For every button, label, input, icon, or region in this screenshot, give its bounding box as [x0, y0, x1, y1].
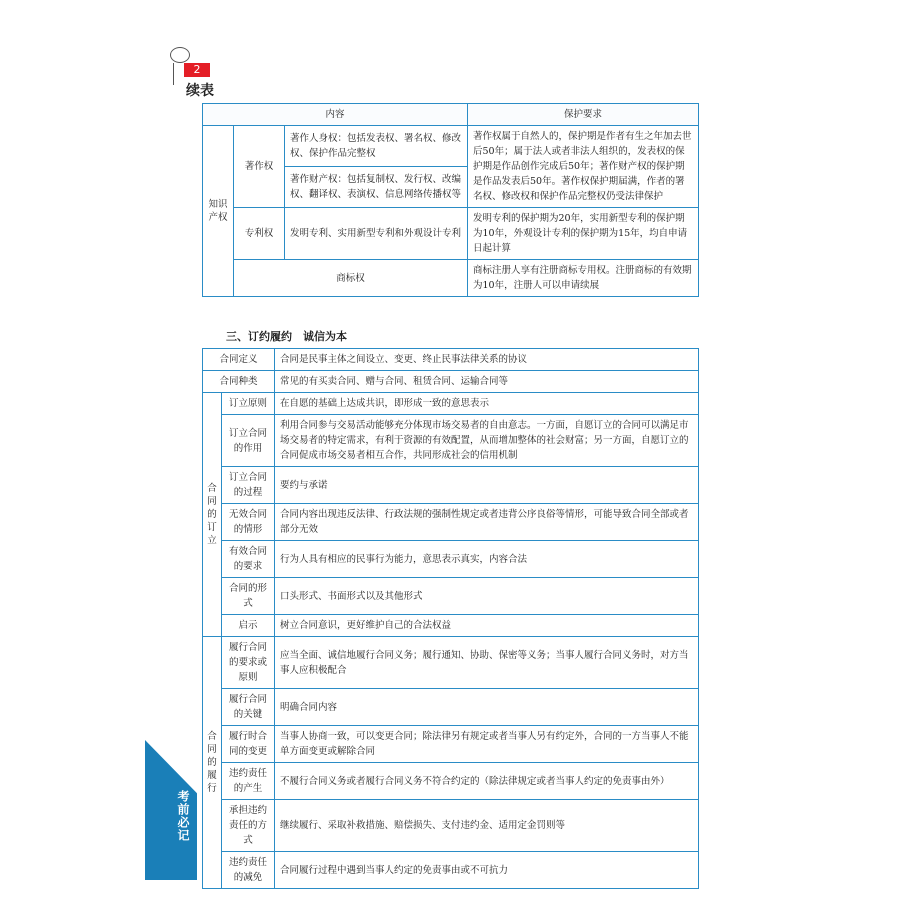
performance-row-value: 合同履行过程中遇到当事人约定的免责事由或不可抗力 [275, 852, 699, 889]
formation-row-value: 要约与承诺 [275, 467, 699, 504]
performance-row-value: 应当全面、诚信地履行合同义务；履行通知、协助、保密等义务；当事人履行合同义务时，对方当事人应积极配合 [275, 637, 699, 689]
definition-label: 合同定义 [203, 349, 275, 371]
performance-row-value: 不履行合同义务或者履行合同义务不符合约定的（除法律规定或者当事人约定的免责事由外） [275, 763, 699, 800]
formation-row-label: 无效合同的情形 [222, 504, 275, 541]
formation-row-value: 行为人具有相应的民事行为能力，意思表示真实，内容合法 [275, 541, 699, 578]
formation-row-label: 订立合同的作用 [222, 415, 275, 467]
formation-row-label: 启示 [222, 615, 275, 637]
patent-content: 发明专利、实用新型专利和外观设计专利 [285, 208, 468, 260]
formation-row-label: 有效合同的要求 [222, 541, 275, 578]
trademark-protection: 商标注册人享有注册商标专用权。注册商标的有效期为10年，注册人可以申请续展 [468, 260, 699, 297]
performance-row-label: 履行合同的关键 [222, 689, 275, 726]
formation-row-value: 口头形式、书面形式以及其他形式 [275, 578, 699, 615]
copyright-protection: 著作权属于自然人的，保护期是作者有生之年加去世后50年；属于法人或者非法人组织的，发表权的保护期是作品创作完成后50年；著作财产权的保护期是作品发表后50年。著作权保护期届满，作者的署名权、修改权和保护作品完整权仍受法律保护 [468, 126, 699, 208]
performance-row-label: 承担违约责任的方式 [222, 800, 275, 852]
flag-pole-icon [173, 63, 180, 85]
ip-header-protection: 保护要求 [468, 104, 699, 126]
formation-row-value: 树立合同意识，更好维护自己的合法权益 [275, 615, 699, 637]
page-number: 2 [184, 63, 210, 77]
formation-row-label: 订立合同的过程 [222, 467, 275, 504]
patent-label: 专利权 [234, 208, 285, 260]
logo-icon [170, 47, 190, 63]
performance-row-label: 履行合同的要求或原则 [222, 637, 275, 689]
copyright-property: 著作财产权：包括复制权、发行权、改编权、翻译权、表演权、信息网络传播权等 [285, 167, 468, 208]
copyright-personal: 著作人身权：包括发表权、署名权、修改权、保护作品完整权 [285, 126, 468, 167]
performance-row-label: 履行时合同的变更 [222, 726, 275, 763]
definition-value: 合同是民事主体之间设立、变更、终止民事法律关系的协议 [275, 349, 699, 371]
performance-row-value: 明确合同内容 [275, 689, 699, 726]
ip-table [202, 103, 699, 297]
ip-header-content: 内容 [203, 104, 468, 126]
copyright-label: 著作权 [234, 126, 285, 208]
types-label: 合同种类 [203, 371, 275, 393]
side-tab-label: 考前必记 [176, 790, 190, 842]
ip-group-label: 知识产权 [203, 126, 234, 297]
types-value: 常见的有买卖合同、赠与合同、租赁合同、运输合同等 [275, 371, 699, 393]
performance-row-label: 违约责任的产生 [222, 763, 275, 800]
formation-row-label: 合同的形式 [222, 578, 275, 615]
formation-row-value: 利用合同参与交易活动能够充分体现市场交易者的自由意志。一方面，自愿订立的合同可以满足市场交易者的特定需求，有利于资源的有效配置，从而增加整体的社会财富；另一方面，自愿订立的合同促成市场交易者相互合作，共同形成社会的信用机制 [275, 415, 699, 467]
performance-group-label: 合同的履行 [203, 637, 222, 889]
formation-group-label: 合同的订立 [203, 393, 222, 637]
formation-row-value: 合同内容出现违反法律、行政法规的强制性规定或者违背公序良俗等情形，可能导致合同全部或者部分无效 [275, 504, 699, 541]
continued-label: 续表 [186, 83, 214, 99]
patent-protection: 发明专利的保护期为20年，实用新型专利的保护期为10年，外观设计专利的保护期为15年，均自申请日起计算 [468, 208, 699, 260]
formation-row-label: 订立原则 [222, 393, 275, 415]
trademark-label: 商标权 [234, 260, 468, 297]
performance-row-value: 继续履行、采取补救措施、赔偿损失、支付违约金、适用定金罚则等 [275, 800, 699, 852]
contract-table [202, 348, 699, 889]
formation-row-value: 在自愿的基础上达成共识，即形成一致的意思表示 [275, 393, 699, 415]
section-title: 三、订约履约 诚信为本 [226, 330, 347, 343]
performance-row-value: 当事人协商一致，可以变更合同；除法律另有规定或者当事人另有约定外，合同的一方当事人不能单方面变更或解除合同 [275, 726, 699, 763]
performance-row-label: 违约责任的减免 [222, 852, 275, 889]
